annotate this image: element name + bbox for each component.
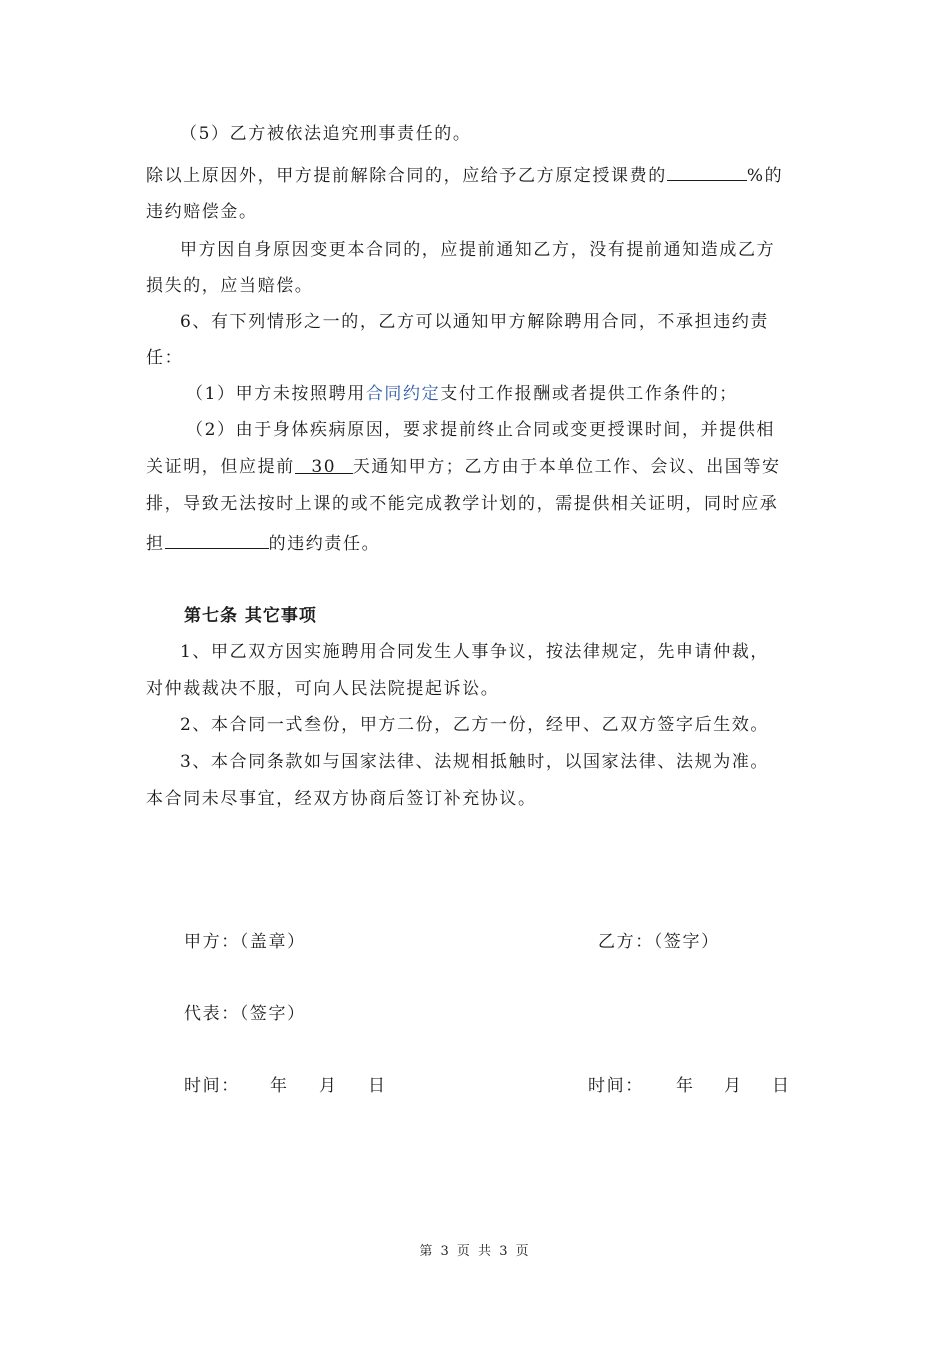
change-contract-text: 甲方因自身原因变更本合同的，应提前通知乙方，没有提前通知造成乙方	[180, 240, 776, 260]
paragraph-line	[146, 455, 781, 479]
page-footer	[0, 1240, 950, 1259]
clause-item-5	[180, 122, 471, 146]
paragraph-line	[146, 274, 313, 298]
party-b-label: 乙方：（签字）	[598, 932, 720, 952]
schedule-text: 排，导致无法按时上课的或不能完成教学计划的，需提供相关证明，同时应承	[146, 494, 779, 514]
day-label: 日	[772, 1076, 791, 1096]
compensation-text: 除以上原因外，甲方提前解除合同的，应给予乙方原定授课费的	[146, 166, 667, 186]
party-b-date	[588, 1074, 791, 1098]
legal-precedence-text: 3、本合同条款如与国家法律、法规相抵触时，以国家法律、法规为准。	[180, 752, 770, 772]
section-7-item-2	[180, 713, 769, 737]
liability-text: 担	[146, 534, 165, 554]
representative-signature	[184, 1002, 306, 1026]
notice-text: 关证明，但应提前	[146, 457, 295, 477]
compensation-text-end: 违约赔偿金。	[146, 202, 258, 222]
change-contract-text-end: 损失的，应当赔偿。	[146, 276, 314, 296]
supplementary-text: 本合同未尽事宜，经双方协商后签订补充协议。	[146, 789, 537, 809]
representative-label: 代表：（签字）	[184, 1004, 306, 1024]
party-a-date	[184, 1074, 387, 1098]
liability-text-end: 的违约责任。	[268, 534, 381, 554]
party-b-signature	[598, 930, 720, 954]
paragraph-line	[146, 530, 380, 556]
paragraph-line	[146, 162, 783, 188]
notice-days-value: 30	[311, 457, 337, 477]
paragraph-line	[146, 200, 258, 224]
section-7-heading	[184, 604, 317, 628]
termination-clause-text: 6、有下列情形之一的，乙方可以通知甲方解除聘用合同，不承担违约责	[180, 312, 770, 332]
contract-agreement-link[interactable]: 合同约定	[365, 384, 441, 404]
day-label: 日	[368, 1076, 387, 1096]
clause-item-1-text: （1）甲方未按照聘用	[186, 384, 366, 404]
termination-clause-text-end: 任：	[146, 348, 184, 368]
time-label: 时间：	[184, 1076, 240, 1096]
notice-text-end: 天通知甲方；乙方由于本单位工作、会议、出国等安	[352, 457, 781, 477]
section-7-heading-text: 第七条 其它事项	[184, 606, 317, 626]
copies-text: 2、本合同一式叁份，甲方二份，乙方一份，经甲、乙双方签字后生效。	[180, 715, 770, 735]
clause-item-5-text: （5）乙方被依法追究刑事责任的。	[180, 124, 472, 144]
paragraph-line	[146, 677, 499, 701]
paragraph-line	[180, 310, 769, 334]
section-7-item-3	[180, 750, 769, 774]
clause-item-2-text: （2）由于身体疾病原因，要求提前终止合同或变更授课时间，并提供相	[186, 420, 776, 440]
month-label: 月	[724, 1076, 743, 1096]
year-label: 年	[270, 1076, 289, 1096]
clause-item-1-text-end: 支付工作报酬或者提供工作条件的；	[440, 384, 738, 404]
percent-suffix: %的	[746, 166, 784, 186]
paragraph-line	[146, 787, 537, 811]
section-7-item-1	[180, 640, 769, 664]
clause-item-2	[186, 418, 775, 442]
page-number: 第 3 页 共 3 页	[419, 1244, 531, 1259]
party-a-label: 甲方：（盖章）	[184, 932, 306, 952]
month-label: 月	[319, 1076, 338, 1096]
blank-percentage	[667, 162, 747, 181]
dispute-text-end: 对仲裁裁决不服，可向人民法院提起诉讼。	[146, 679, 500, 699]
blank-notice-days	[295, 455, 353, 477]
year-label: 年	[676, 1076, 695, 1096]
party-a-seal	[184, 930, 306, 954]
paragraph-line	[146, 346, 183, 370]
time-label: 时间：	[588, 1076, 644, 1096]
dispute-text: 1、甲乙双方因实施聘用合同发生人事争议，按法律规定，先申请仲裁，	[180, 642, 770, 662]
paragraph-line	[146, 492, 778, 516]
blank-liability	[165, 530, 269, 549]
paragraph-line	[180, 238, 775, 262]
clause-item-1	[186, 382, 738, 406]
